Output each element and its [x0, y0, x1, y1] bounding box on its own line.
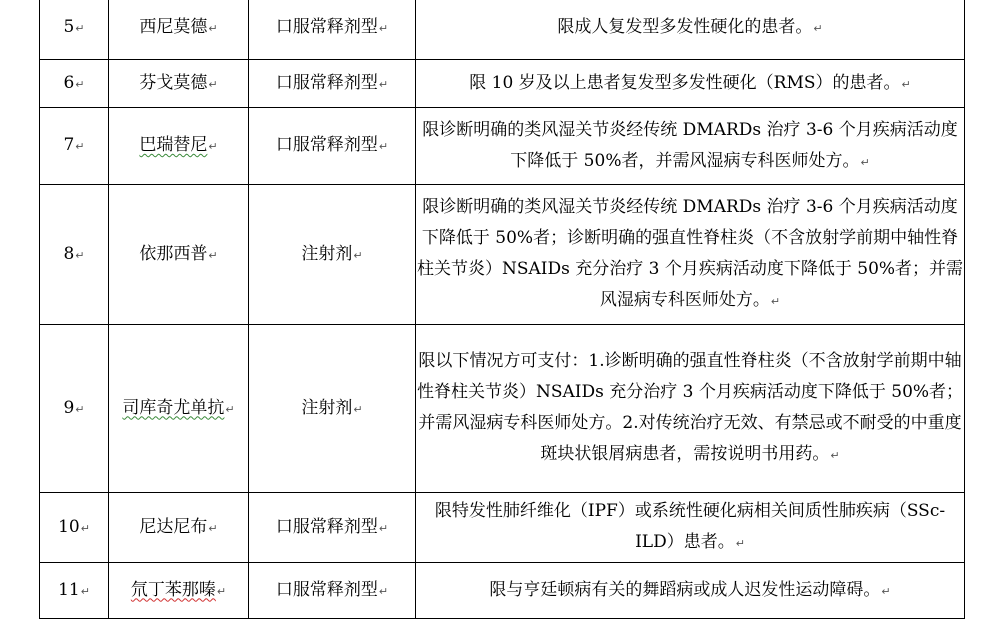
- paragraph-mark: ↵: [225, 402, 235, 416]
- paragraph-mark: ↵: [208, 521, 218, 535]
- table-row: [40, 185, 965, 325]
- row-number: 5: [63, 17, 75, 37]
- payment-condition: 限以下情况方可支付：1.诊断明确的强直性脊柱炎（不含放射学前期中轴性脊柱关节炎）NSAIDs 充分治疗 3 个月疾病活动度下降低于 50%者；并需风湿病专科医师处方。2.对传统治疗无效、有禁忌或不耐受的中重度斑块状银屑病患者，需按说明书用药。: [416, 351, 964, 464]
- condition-cell: [416, 185, 965, 325]
- paragraph-mark: ↵: [735, 537, 745, 550]
- paragraph-mark: ↵: [378, 584, 389, 598]
- condition-cell: [416, 0, 965, 60]
- paragraph-mark: ↵: [901, 77, 911, 91]
- table-row: [40, 60, 965, 108]
- drug-name-cell: [109, 325, 249, 493]
- dosage-form-cell: [249, 0, 416, 60]
- table-row: [40, 0, 965, 60]
- paragraph-mark: ↵: [770, 295, 781, 308]
- condition-cell: [416, 108, 965, 185]
- drug-name-cell: [109, 185, 249, 325]
- row-number: 6: [63, 72, 75, 93]
- table-row: [40, 563, 965, 619]
- row-number-cell: [40, 493, 109, 563]
- paragraph-mark: ↵: [353, 402, 363, 416]
- drug-reimbursement-table: [39, 0, 965, 619]
- row-number-cell: [40, 185, 109, 325]
- paragraph-mark: ↵: [353, 248, 363, 262]
- payment-condition: 限 10 岁及以上患者复发型多发性硬化（RMS）的患者。: [469, 72, 901, 93]
- row-number: 7: [63, 135, 75, 155]
- dosage-form: 口服常释剂型: [275, 17, 378, 37]
- paragraph-mark: ↵: [830, 449, 840, 462]
- dosage-form-cell: [249, 493, 416, 563]
- paragraph-mark: ↵: [208, 140, 218, 153]
- row-number-cell: [40, 108, 109, 185]
- drug-name-cell: [109, 563, 249, 619]
- paragraph-mark: ↵: [80, 584, 90, 598]
- payment-condition: 限特发性肺纤维化（IPF）或系统性硬化病相关间质性肺疾病（SSc-ILD）患者。: [434, 501, 946, 552]
- dosage-form: 口服常释剂型: [275, 516, 378, 537]
- table-row: [40, 493, 965, 563]
- table-row: [40, 325, 965, 493]
- row-number: 9: [63, 397, 75, 418]
- payment-condition: 限诊断明确的类风湿关节炎经传统 DMARDs 治疗 3-6 个月疾病活动度下降低于 50%者；诊断明确的强直性脊柱炎（不含放射学前期中轴性脊柱关节炎）NSAIDs 充分治疗 3 个月疾病活动度下降低于 50%者；并需风湿病专科医师处方。: [416, 197, 964, 310]
- dosage-form-cell: [249, 108, 416, 185]
- row-number: 10: [58, 516, 80, 537]
- condition-cell: [416, 325, 965, 493]
- paragraph-mark: ↵: [378, 140, 389, 153]
- drug-name: 依那西普: [139, 243, 208, 264]
- row-number: 11: [58, 579, 80, 600]
- row-number-cell: [40, 0, 109, 60]
- dosage-form-cell: [249, 60, 416, 108]
- dosage-form: 口服常释剂型: [275, 135, 378, 155]
- condition-cell: [416, 60, 965, 108]
- paragraph-mark: ↵: [208, 77, 218, 91]
- paragraph-mark: ↵: [80, 521, 90, 535]
- paragraph-mark: ↵: [813, 22, 823, 35]
- dosage-form-cell: [249, 325, 416, 493]
- dosage-form: 注射剂: [301, 243, 353, 264]
- drug-name-cell: [109, 493, 249, 563]
- paragraph-mark: ↵: [208, 22, 218, 35]
- row-number-cell: [40, 563, 109, 619]
- paragraph-mark: ↵: [860, 155, 870, 169]
- row-number-cell: [40, 60, 109, 108]
- drug-name: 芬戈莫德: [139, 72, 208, 93]
- paragraph-mark: ↵: [75, 402, 85, 416]
- dosage-form-cell: [249, 185, 416, 325]
- paragraph-mark: ↵: [75, 140, 85, 153]
- drug-name: 氘丁苯那嗪: [130, 579, 216, 600]
- dosage-form: 口服常释剂型: [275, 72, 378, 93]
- drug-name: 尼达尼布: [139, 516, 208, 537]
- payment-condition: 限成人复发型多发性硬化的患者。: [557, 17, 813, 37]
- drug-name: 巴瑞替尼: [139, 135, 208, 155]
- paragraph-mark: ↵: [881, 584, 891, 598]
- paragraph-mark: ↵: [208, 248, 218, 262]
- payment-condition: 限诊断明确的类风湿关节炎经传统 DMARDs 治疗 3-6 个月疾病活动度下降低于 50%者，并需风湿病专科医师处方。: [422, 119, 958, 171]
- paragraph-mark: ↵: [378, 77, 389, 91]
- paragraph-mark: ↵: [216, 584, 227, 598]
- condition-cell: [416, 493, 965, 563]
- dosage-form: 口服常释剂型: [275, 579, 378, 600]
- row-number: 8: [63, 243, 75, 264]
- drug-name-cell: [109, 0, 249, 60]
- drug-name-cell: [109, 108, 249, 185]
- payment-condition: 限与亨廷顿病有关的舞蹈病或成人迟发性运动障碍。: [489, 579, 881, 600]
- drug-name: 司库奇尤单抗: [122, 397, 225, 418]
- drug-name-cell: [109, 60, 249, 108]
- condition-cell: [416, 563, 965, 619]
- paragraph-mark: ↵: [75, 77, 85, 91]
- table-row: [40, 108, 965, 185]
- dosage-form: 注射剂: [301, 397, 353, 418]
- paragraph-mark: ↵: [378, 22, 389, 35]
- drug-name: 西尼莫德: [139, 17, 208, 37]
- dosage-form-cell: [249, 563, 416, 619]
- row-number-cell: [40, 325, 109, 493]
- paragraph-mark: ↵: [378, 521, 389, 535]
- paragraph-mark: ↵: [75, 248, 85, 262]
- paragraph-mark: ↵: [75, 22, 85, 35]
